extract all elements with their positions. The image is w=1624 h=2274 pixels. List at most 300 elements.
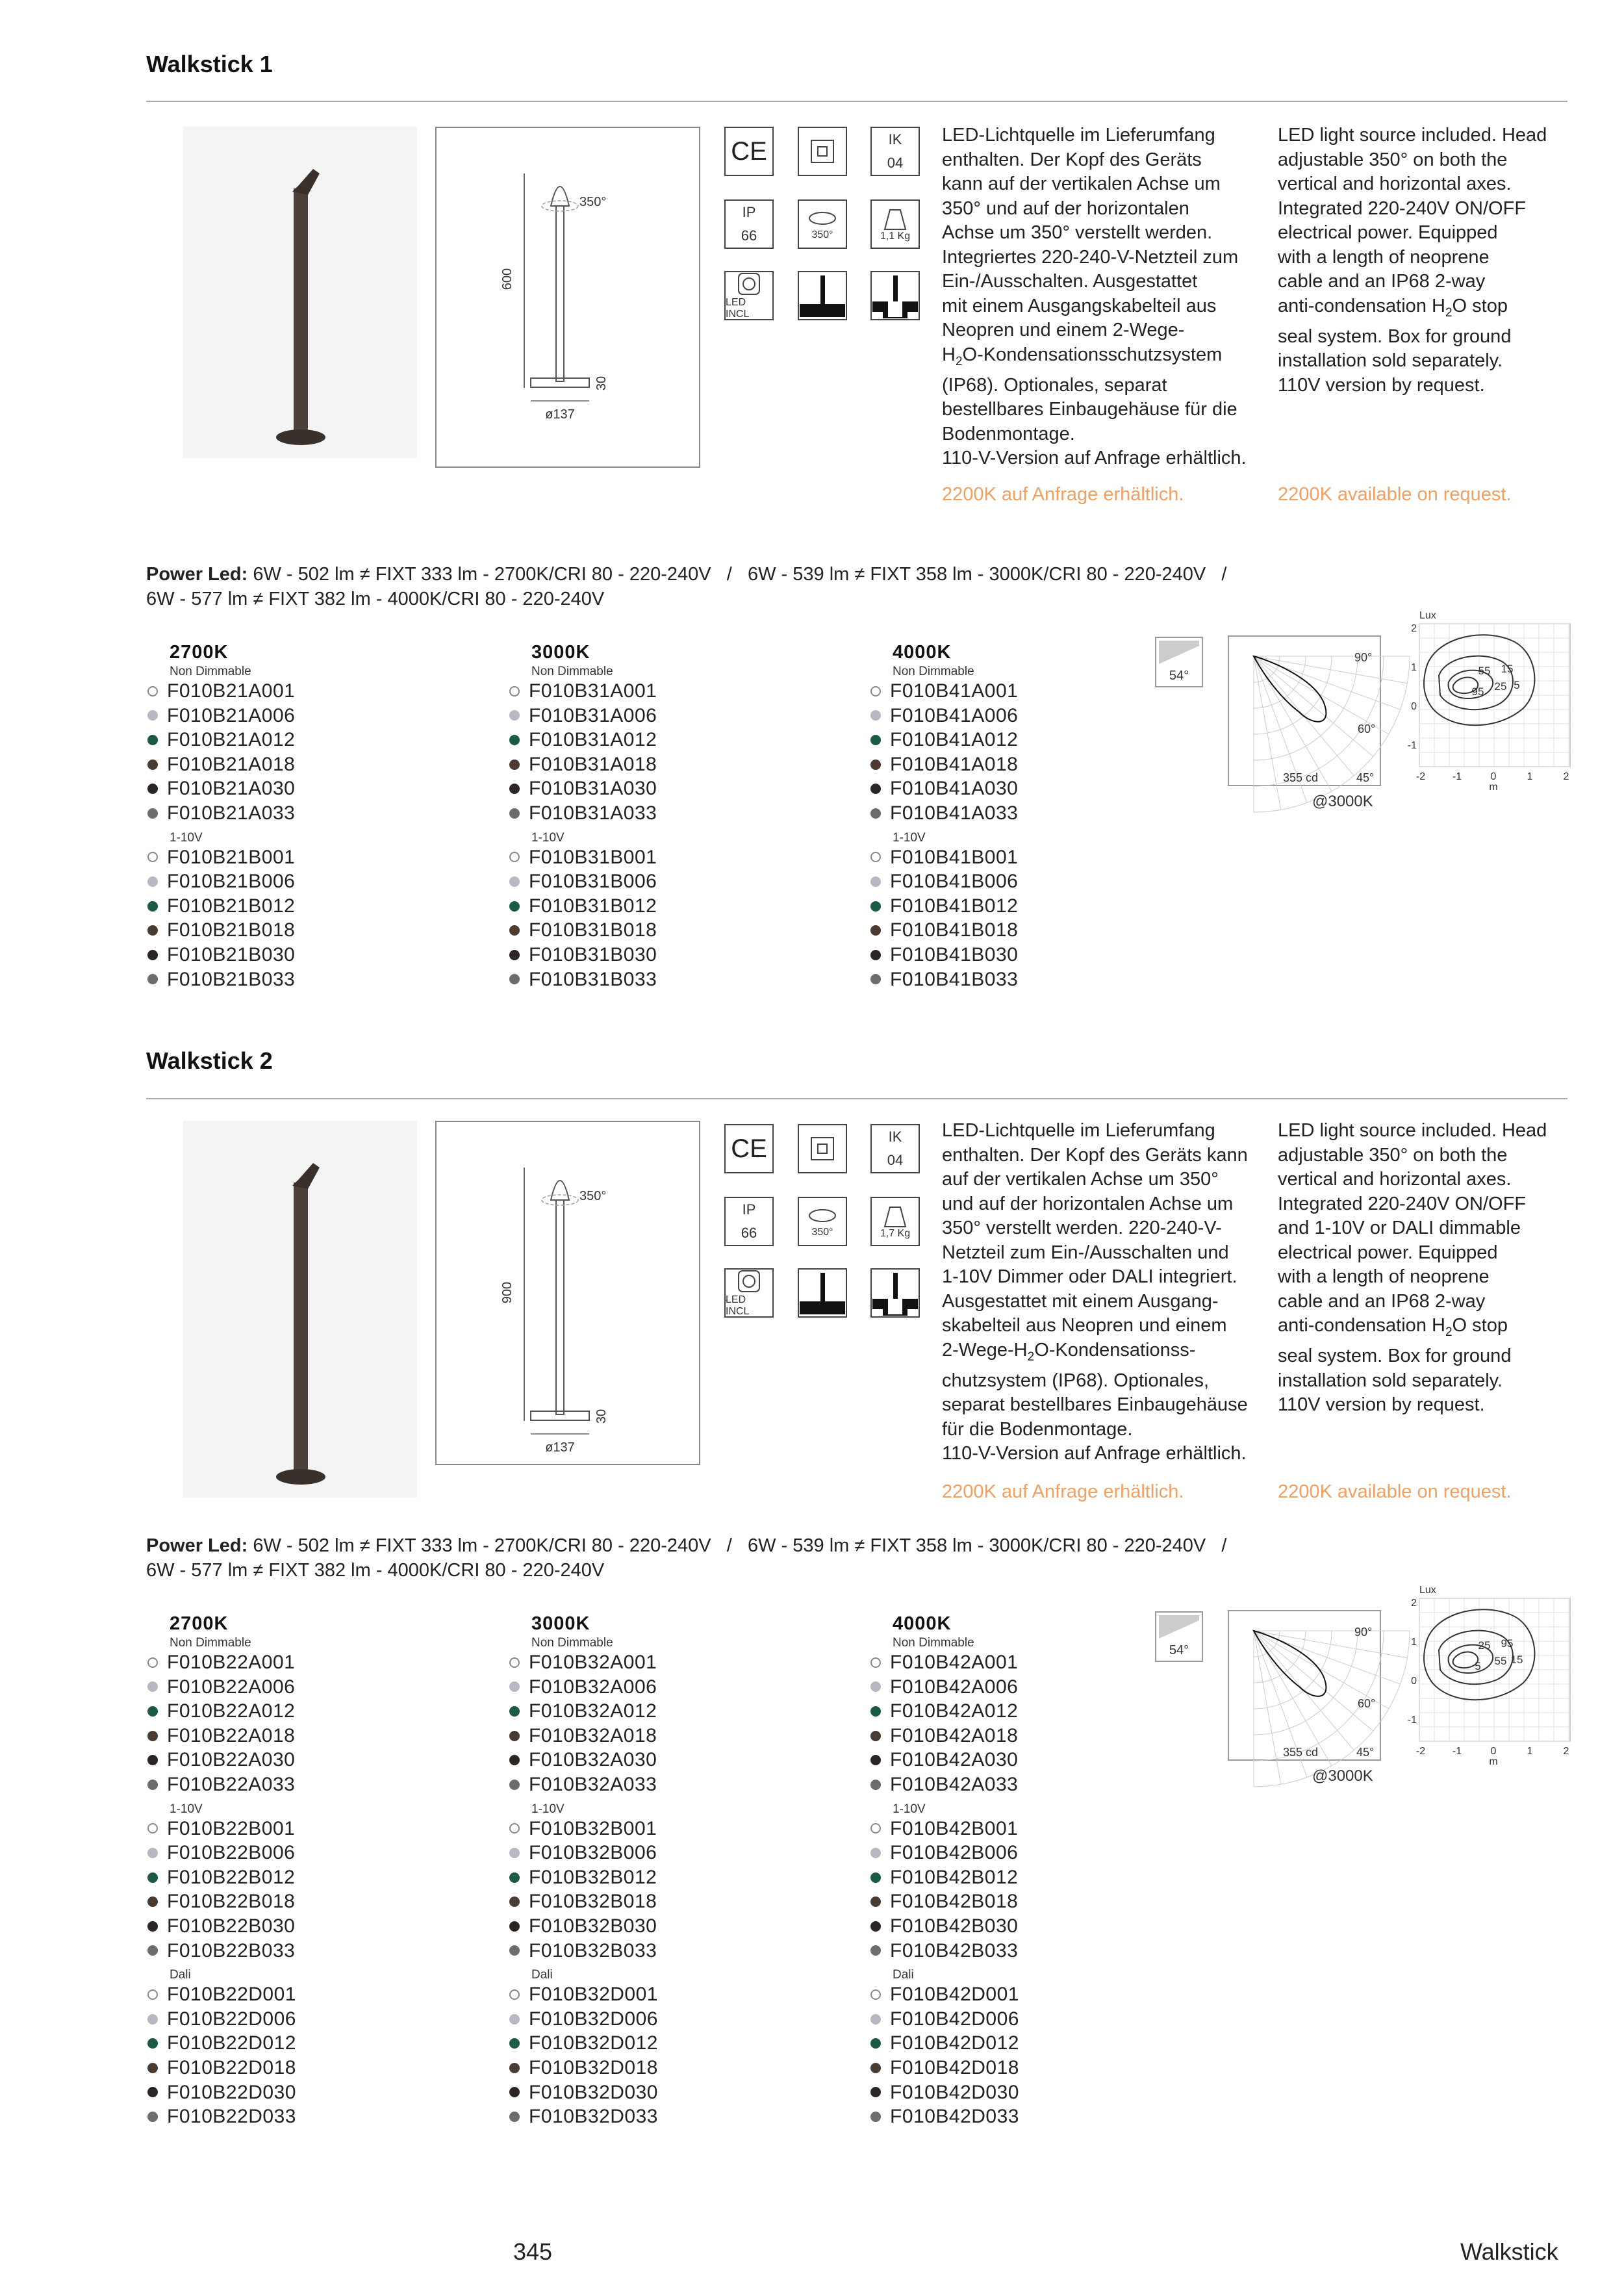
description-de-line: 110-V-Version auf Anfrage erhältlich. (942, 1443, 1247, 1464)
power-led-label: Power Led: (146, 1535, 248, 1556)
height-label: 900 (500, 1281, 514, 1304)
driver-group-label: 1-10V (893, 1802, 926, 1816)
polar-candela: 355 cd (1283, 771, 1319, 784)
sku-column-3000K (508, 642, 807, 991)
sku-row[interactable] (508, 2080, 807, 2105)
photometry-temp: @3000K (1312, 793, 1373, 810)
isolux-x-tick: 2 (1563, 1746, 1569, 1757)
sku-row[interactable] (508, 918, 807, 943)
sku-code: F010B42A001 (890, 1652, 1019, 1673)
color-temp-heading: 2700K (170, 642, 229, 663)
finish-swatch (147, 686, 158, 696)
sku-code: F010B21B006 (167, 871, 296, 893)
description-de-line: (IP68). Optionales, separat (942, 374, 1167, 396)
beam-cone-icon (1159, 1615, 1199, 1639)
led-lens (743, 1275, 755, 1287)
sku-row[interactable] (146, 2056, 445, 2080)
description-en-line: installation sold separately. (1278, 1370, 1503, 1391)
description-en-line: LED light source included. Head (1278, 125, 1547, 146)
sku-row[interactable] (869, 1982, 1168, 2007)
finish-swatch (147, 2112, 158, 2122)
sku-row[interactable] (508, 776, 807, 801)
sku-row[interactable] (146, 1772, 445, 1797)
diameter-label: ø137 (545, 407, 575, 422)
isolux-y-tick: 2 (1411, 1598, 1417, 1609)
description-en-line: seal system. Box for ground (1278, 326, 1512, 347)
sku-code: F010B41A030 (890, 778, 1019, 800)
driver-group-label: 1-10V (531, 830, 565, 845)
sku-row[interactable] (508, 967, 807, 992)
sku-row[interactable] (146, 679, 445, 704)
finish-swatch (147, 1921, 158, 1932)
finish-swatch (147, 760, 158, 770)
finish-swatch (147, 1945, 158, 1956)
description-de-line: 350° und auf der horizontalen (942, 198, 1189, 219)
sku-row[interactable] (508, 1675, 807, 1700)
rotation-label: 350° (811, 229, 833, 240)
sku-row[interactable] (508, 728, 807, 752)
finish-swatch (147, 876, 158, 887)
isolux-y-tick: 2 (1411, 623, 1417, 634)
height-label: 600 (500, 268, 514, 290)
description-de-line: Neopren und einem 2-Wege- (942, 320, 1185, 340)
sku-code: F010B22A018 (167, 1724, 296, 1746)
sku-row[interactable] (869, 1650, 1168, 1675)
sku-row[interactable] (146, 967, 445, 992)
sku-code: F010B32B006 (529, 1842, 657, 1864)
sku-row[interactable] (869, 2080, 1168, 2105)
beam-angle-badge (1155, 1611, 1203, 1662)
sku-row[interactable] (146, 894, 445, 919)
finish-swatch (147, 974, 158, 984)
finish-swatch (870, 1848, 881, 1858)
isolux-x-tick: 0 (1490, 1746, 1497, 1757)
finish-swatch (870, 760, 881, 770)
finish-swatch (870, 1823, 881, 1833)
photometry-temp: @3000K (1312, 1767, 1373, 1785)
finish-swatch (870, 1731, 881, 1741)
description-en-line: 110V version by request. (1278, 374, 1485, 396)
sku-row[interactable] (508, 1724, 807, 1748)
ground-install-icon (798, 1268, 847, 1318)
base-outline (531, 1411, 589, 1420)
sku-row[interactable] (508, 943, 807, 967)
finish-swatch (509, 1945, 520, 1956)
finish-swatch (509, 852, 520, 862)
sku-row[interactable] (146, 1748, 445, 1772)
sku-code: F010B22D001 (167, 1984, 296, 2006)
sku-row[interactable] (508, 679, 807, 704)
finish-swatch (509, 710, 520, 721)
sku-code: F010B22B001 (167, 1817, 296, 1839)
description-de-line: LED-Lichtquelle im Lieferumfang (942, 125, 1215, 146)
ik-rating-icon (870, 1124, 920, 1173)
sku-code: F010B31A006 (529, 704, 657, 726)
sku-code: F010B21A018 (167, 753, 296, 775)
finish-swatch (870, 1780, 881, 1790)
class-ii-icon (798, 127, 847, 176)
box-post (893, 1273, 898, 1299)
sku-code: F010B31B033 (529, 968, 657, 990)
finish-swatch (509, 901, 520, 912)
isolux-ring-label: 25 (1494, 680, 1507, 693)
isolux-x-tick: 1 (1527, 771, 1533, 782)
led-lens (743, 278, 755, 290)
angle-label: 350° (579, 1189, 607, 1203)
color-temp-heading: 4000K (893, 642, 952, 663)
sku-row[interactable] (869, 801, 1168, 826)
sku-row[interactable] (508, 1939, 807, 1963)
lamp-pole (294, 1182, 308, 1475)
sku-code: F010B31A033 (529, 802, 657, 824)
sku-row[interactable] (869, 1889, 1168, 1914)
finish-swatch (147, 735, 158, 745)
sku-row[interactable] (869, 1748, 1168, 1772)
sku-code: F010B41B006 (890, 871, 1019, 893)
sku-row[interactable] (146, 1817, 445, 1841)
sku-row[interactable] (869, 845, 1168, 870)
sku-code: F010B32A001 (529, 1652, 657, 1673)
driver-group-label: 1-10V (893, 830, 926, 845)
led-included-icon (724, 1268, 774, 1318)
sku-row[interactable] (508, 1748, 807, 1772)
sku-row[interactable] (869, 1675, 1168, 1700)
finish-swatch (870, 1945, 881, 1956)
description-en-line: electrical power. Equipped (1278, 1242, 1498, 1263)
description-de-line: $2-Wege-H_2O-Kondensationss-$ (942, 1339, 1196, 1364)
sku-row[interactable] (869, 894, 1168, 919)
sku-code: F010B42B012 (890, 1866, 1019, 1888)
sku-column-4000K (869, 1613, 1168, 2129)
driver-group-label: 1-10V (531, 1802, 565, 1816)
sku-row[interactable] (869, 1772, 1168, 1797)
sku-code: F010B42B006 (890, 1842, 1019, 1864)
ip-value: 66 (741, 227, 757, 244)
sku-row[interactable] (146, 704, 445, 728)
sku-code: F010B31A030 (529, 778, 657, 800)
sku-column-4000K (869, 642, 1168, 991)
polar-candela: 355 cd (1283, 1746, 1319, 1759)
sku-row[interactable] (508, 2104, 807, 2129)
sku-row[interactable] (146, 845, 445, 870)
ground-post (820, 1273, 825, 1302)
finish-swatch (509, 1989, 520, 2000)
head-outline (551, 1181, 569, 1200)
rotation-arrow (809, 212, 835, 224)
sku-row[interactable] (146, 1699, 445, 1724)
note-2200k-en: 2200K available on request. (1278, 1481, 1512, 1502)
sku-row[interactable] (146, 1914, 445, 1939)
sku-row[interactable] (869, 776, 1168, 801)
sku-row[interactable] (869, 1865, 1168, 1890)
sku-row[interactable] (146, 1724, 445, 1748)
isolux-x-tick: 0 (1490, 771, 1497, 782)
finish-swatch (870, 1989, 881, 2000)
base-outline (531, 378, 589, 387)
beam-angle-label: 54° (1169, 1643, 1189, 1657)
sku-code: F010B21A001 (167, 680, 296, 702)
sku-row[interactable] (869, 1817, 1168, 1841)
isolux-ring-label: 15 (1510, 1654, 1523, 1666)
sku-column-3000K (508, 1613, 807, 2129)
finish-swatch (147, 901, 158, 912)
sku-code: F010B32D012 (529, 2032, 658, 2054)
description-de-line: skabelteil aus Neopren und einem (942, 1315, 1227, 1336)
finish-swatch (147, 925, 158, 936)
sku-row[interactable] (146, 1982, 445, 2007)
sku-row[interactable] (508, 1865, 807, 1890)
sku-row[interactable] (146, 1939, 445, 1963)
sku-row[interactable] (869, 2104, 1168, 2129)
sku-code: F010B22A030 (167, 1749, 296, 1771)
finish-swatch (870, 1681, 881, 1692)
head-outline (551, 186, 569, 206)
finish-swatch (870, 1755, 881, 1765)
finish-swatch (147, 1780, 158, 1790)
description-de-line: enthalten. Der Kopf des Geräts (942, 149, 1202, 170)
finish-swatch (870, 2063, 881, 2073)
sku-row[interactable] (508, 2056, 807, 2080)
isolux-x-tick: 2 (1563, 771, 1569, 782)
sku-row[interactable] (146, 2080, 445, 2105)
sku-row[interactable] (508, 1841, 807, 1865)
weight-icon (870, 1197, 920, 1246)
section-title: Walkstick 2 (146, 1047, 273, 1074)
sku-row[interactable] (869, 967, 1168, 992)
description-en-line: LED light source included. Head (1278, 1120, 1547, 1141)
sku-row[interactable] (146, 728, 445, 752)
finish-swatch (147, 2087, 158, 2097)
sku-row[interactable] (508, 1889, 807, 1914)
rotation-label: 350° (811, 1227, 833, 1238)
sku-row[interactable] (869, 704, 1168, 728)
sku-code: F010B41B001 (890, 846, 1019, 868)
finish-swatch (509, 1921, 520, 1932)
isolux-ring-label: 15 (1501, 663, 1514, 675)
isolux-ring-label: 95 (1471, 685, 1484, 698)
sku-row[interactable] (508, 1817, 807, 1841)
isolux-ring-label: 25 (1478, 1639, 1491, 1652)
sku-code: F010B22B012 (167, 1866, 296, 1888)
ground-slab (800, 304, 845, 317)
sku-row[interactable] (508, 1982, 807, 2007)
finish-swatch (509, 1872, 520, 1883)
finish-swatch (870, 2014, 881, 2025)
sku-row[interactable] (869, 918, 1168, 943)
description-en (1278, 1119, 1570, 1418)
description-de (942, 123, 1280, 471)
weight-icon (870, 199, 920, 249)
description-de-line: Achse um 350° verstellt werden. (942, 222, 1213, 243)
sku-row[interactable] (869, 679, 1168, 704)
description-en-line: and 1-10V or DALI dimmable (1278, 1218, 1521, 1238)
description-de-line: bestellbares Einbaugehäuse für die (942, 399, 1237, 420)
sku-code: F010B32D033 (529, 2106, 658, 2128)
sku-row[interactable] (146, 752, 445, 777)
isolux-ring-label: 5 (1475, 1660, 1481, 1672)
polar-label-60: 60° (1358, 722, 1376, 735)
sku-row[interactable] (146, 801, 445, 826)
sku-row[interactable] (508, 801, 807, 826)
sku-row[interactable] (869, 1939, 1168, 1963)
sku-code: F010B41A033 (890, 802, 1019, 824)
ik-value: 04 (887, 155, 904, 171)
page-number: 345 (513, 2238, 553, 2265)
sku-code: F010B42A030 (890, 1749, 1019, 1771)
power-led-values-1: 6W - 502 lm ≠ FIXT 333 lm - 2700K/CRI 80 - 220-240V / 6W - 539 lm ≠ FIXT 358 lm - 3000K/CRI 80 - 220-240V / (247, 1535, 1227, 1556)
description-de-line: 110-V-Version auf Anfrage erhältlich. (942, 448, 1247, 469)
finish-swatch (870, 876, 881, 887)
sku-code: F010B31B018 (529, 919, 657, 941)
section-divider (146, 1098, 1567, 1099)
driver-group-label: Non Dimmable (531, 1636, 613, 1650)
ik-label: IK (888, 1129, 902, 1145)
description-en-line: anti-condensation $H_2O$ stop (1278, 1315, 1508, 1339)
sku-row[interactable] (146, 1841, 445, 1865)
sku-code: F010B32A006 (529, 1676, 657, 1698)
description-en-line: with a length of neoprene (1278, 246, 1490, 268)
color-temp-heading: 3000K (531, 1613, 590, 1634)
sku-row[interactable] (146, 1889, 445, 1914)
description-de-line: und auf der horizontalen Achse um (942, 1193, 1234, 1214)
lamp-head (292, 1163, 320, 1189)
sku-row[interactable] (869, 2031, 1168, 2056)
sku-row[interactable] (508, 869, 807, 894)
sku-code: F010B41B018 (890, 919, 1019, 941)
sku-row[interactable] (869, 2007, 1168, 2032)
color-temp-heading: 4000K (893, 1613, 952, 1634)
sku-code: F010B21B012 (167, 895, 296, 917)
sku-row[interactable] (146, 2007, 445, 2032)
sku-code: F010B32B033 (529, 1939, 657, 1961)
weight-label: 1,1 Kg (880, 231, 911, 242)
description-en (1278, 123, 1570, 398)
isolux-x-tick: -1 (1452, 1746, 1462, 1757)
led-included-icon (724, 271, 774, 320)
power-led-line-2: 6W - 577 lm ≠ FIXT 382 lm - 4000K/CRI 80 - 220-240V (146, 1560, 605, 1581)
sku-row[interactable] (508, 752, 807, 777)
sku-row[interactable] (869, 869, 1168, 894)
description-de-line: auf der vertikalen Achse um 350° (942, 1169, 1219, 1190)
isolux-ring-label: 5 (1514, 679, 1520, 691)
driver-group-label: Non Dimmable (893, 665, 974, 678)
sku-row[interactable] (869, 1699, 1168, 1724)
description-en-line: cable and an IP68 2-way (1278, 1290, 1486, 1312)
lamp-pole (294, 188, 308, 435)
sku-row[interactable] (869, 2056, 1168, 2080)
sku-row[interactable] (508, 1914, 807, 1939)
finish-swatch (509, 1681, 520, 1692)
sku-row[interactable] (508, 1699, 807, 1724)
sku-code: F010B42B030 (890, 1915, 1019, 1937)
sku-code: F010B41A001 (890, 680, 1019, 702)
box-install-icon (870, 1268, 920, 1318)
finish-swatch (870, 1872, 881, 1883)
finish-swatch (509, 1780, 520, 1790)
pole-outline (556, 206, 564, 381)
sku-row[interactable] (869, 943, 1168, 967)
sku-row[interactable] (869, 752, 1168, 777)
class-ii-icon (798, 1124, 847, 1173)
ground-install-icon (798, 271, 847, 320)
sku-code: F010B32B012 (529, 1866, 657, 1888)
sku-code: F010B21A012 (167, 729, 296, 751)
sku-row[interactable] (869, 1914, 1168, 1939)
sku-row[interactable] (146, 1865, 445, 1890)
isolux-y-tick: 0 (1411, 1676, 1417, 1687)
finish-swatch (509, 686, 520, 696)
sku-row[interactable] (508, 1650, 807, 1675)
finish-swatch (147, 852, 158, 862)
class-ii-core-square (817, 146, 828, 157)
finish-swatch (147, 1823, 158, 1833)
description-en-line: installation sold separately. (1278, 350, 1503, 372)
finish-swatch (870, 2038, 881, 2049)
technical-drawing (435, 1121, 700, 1465)
ip-label: IP (742, 204, 756, 220)
sku-row[interactable] (146, 776, 445, 801)
description-de-line: 1-10V Dimmer oder DALI integriert. (942, 1266, 1237, 1287)
sku-row[interactable] (146, 918, 445, 943)
sku-row[interactable] (146, 1675, 445, 1700)
sku-code: F010B42B033 (890, 1939, 1019, 1961)
polar-label-45: 45° (1356, 771, 1375, 784)
sku-row[interactable] (508, 2031, 807, 2056)
angle-label: 350° (579, 195, 607, 209)
sku-row[interactable] (508, 2007, 807, 2032)
sku-row[interactable] (508, 845, 807, 870)
finish-swatch (509, 1823, 520, 1833)
driver-group-label: Dali (170, 1968, 191, 1982)
finish-swatch (870, 784, 881, 794)
sku-row[interactable] (508, 894, 807, 919)
finish-swatch (870, 852, 881, 862)
sku-row[interactable] (146, 2031, 445, 2056)
ik-rating-icon (870, 127, 920, 176)
sku-row[interactable] (146, 1650, 445, 1675)
finish-swatch (509, 2063, 520, 2073)
description-de-line: LED-Lichtquelle im Lieferumfang (942, 1120, 1215, 1141)
sku-row[interactable] (869, 1841, 1168, 1865)
sku-code: F010B32B030 (529, 1915, 657, 1937)
ip-label: IP (742, 1201, 756, 1218)
rotation-arrow (809, 1210, 835, 1221)
finish-swatch (509, 784, 520, 794)
finish-swatch (509, 2087, 520, 2097)
sku-row[interactable] (508, 1772, 807, 1797)
technical-drawing (435, 127, 700, 468)
sku-code: F010B21A030 (167, 778, 296, 800)
sku-row[interactable] (146, 943, 445, 967)
sku-code: F010B42D030 (890, 2081, 1019, 2103)
sku-code: F010B22D030 (167, 2081, 296, 2103)
sku-code: F010B22B033 (167, 1939, 296, 1961)
sku-row[interactable] (869, 1724, 1168, 1748)
driver-group-label: 1-10V (170, 830, 203, 845)
description-en-line: vertical and horizontal axes. (1278, 1169, 1512, 1190)
sku-code: F010B42D006 (890, 2008, 1019, 2030)
sku-row[interactable] (508, 704, 807, 728)
sku-code: F010B21A006 (167, 704, 296, 726)
lamp-head (292, 169, 320, 195)
finish-swatch (147, 710, 158, 721)
sku-row[interactable] (146, 2104, 445, 2129)
sku-row[interactable] (869, 728, 1168, 752)
sku-code: F010B31A018 (529, 753, 657, 775)
sku-row[interactable] (146, 869, 445, 894)
finish-swatch (870, 925, 881, 936)
isolux-diagram (1407, 1585, 1575, 1767)
